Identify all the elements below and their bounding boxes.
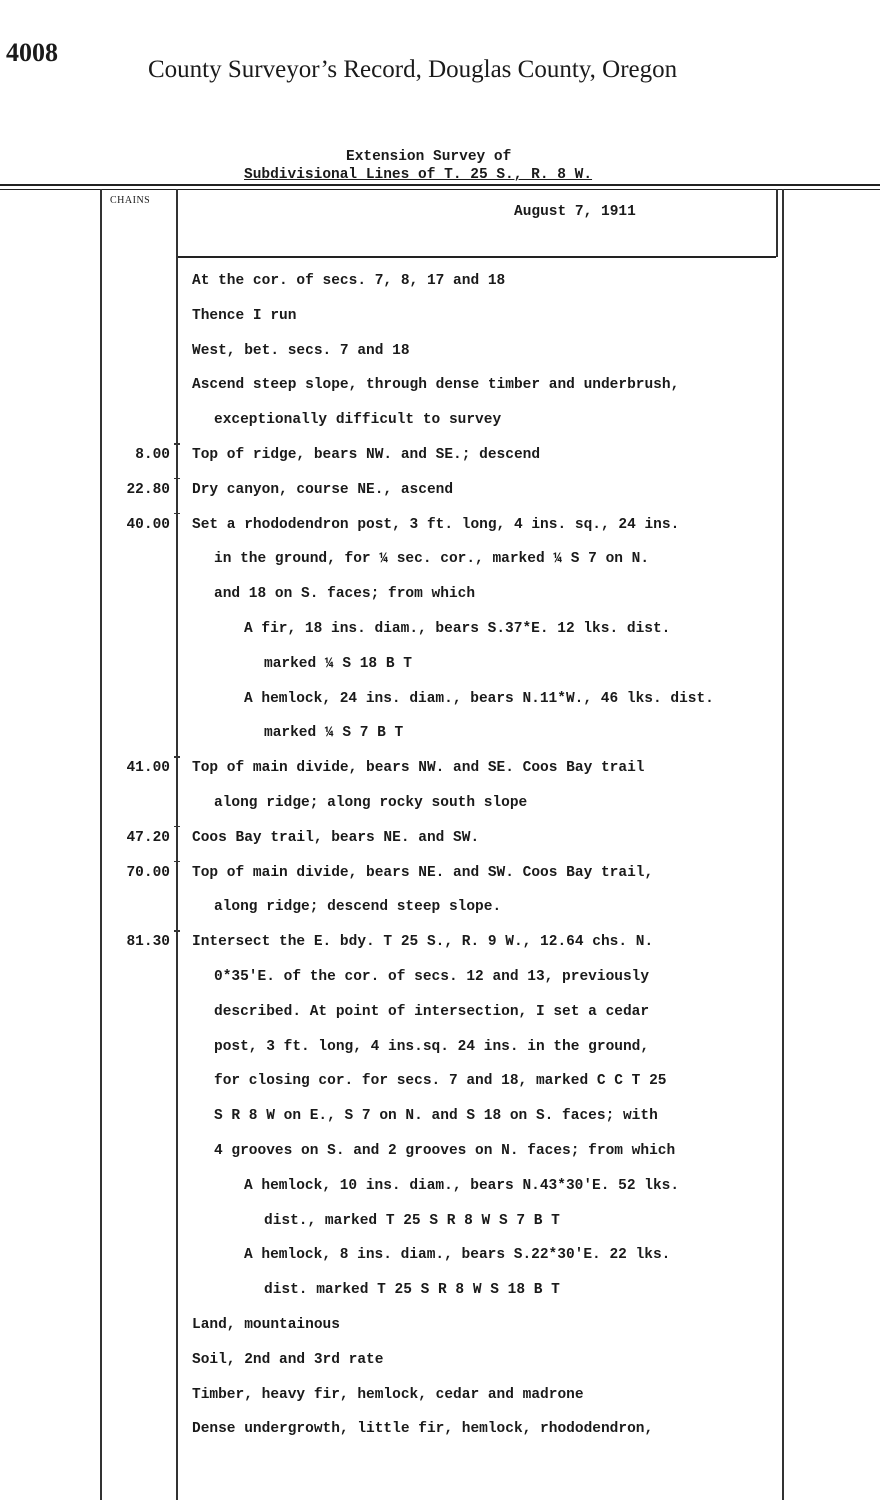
- entry-text: Intersect the E. bdy. T 25 S., R. 9 W., 12.64 chs. N.: [192, 934, 654, 951]
- chain-value: 47.20: [126, 829, 170, 846]
- right-border: [782, 189, 784, 1500]
- top-rule: [0, 184, 880, 186]
- chains-column-divider: [176, 189, 178, 1500]
- chain-value: 40.00: [126, 516, 170, 533]
- survey-title: Extension Survey of: [346, 149, 512, 165]
- entry-text: exceptionally difficult to survey: [214, 412, 502, 429]
- entry-text: Dense undergrowth, little fir, hemlock, rhododendron,: [192, 1421, 654, 1438]
- left-border: [100, 189, 102, 1500]
- entry-text: Soil, 2nd and 3rd rate: [192, 1351, 384, 1368]
- chain-value: 8.00: [135, 447, 170, 463]
- page-number: 4008: [6, 38, 58, 67]
- entry-text: Thence I run: [192, 307, 297, 324]
- entry-text: At the cor. of secs. 7, 8, 17 and 18: [192, 273, 506, 289]
- entry-text: Ascend steep slope, through dense timber and underbrush,: [192, 377, 680, 394]
- entry-text: described. At point of intersection, I set a cedar: [214, 1003, 650, 1020]
- chain-value: 22.80: [126, 481, 170, 498]
- entry-text: along ridge; descend steep slope.: [214, 899, 502, 916]
- row-tick: [174, 861, 180, 863]
- entry-text: Top of main divide, bears NW. and SE. Coos Bay trail: [192, 760, 645, 777]
- entry-text: and 18 on S. faces; from which: [214, 586, 476, 603]
- entry-text: Top of main divide, bears NE. and SW. Coos Bay trail,: [192, 864, 654, 881]
- entry-text: A hemlock, 24 ins. diam., bears N.11*W., 46 lks. dist.: [244, 690, 714, 707]
- entry-text: 0*35'E. of the cor. of secs. 12 and 13, previously: [214, 969, 650, 985]
- row-tick: [174, 930, 180, 932]
- entry-text: West, bet. secs. 7 and 18: [192, 342, 410, 359]
- row-tick: [174, 443, 180, 445]
- row-tick: [174, 826, 180, 828]
- entry-text: marked ¼ S 18 B T: [264, 655, 412, 672]
- entry-text: dist. marked T 25 S R 8 W S 18 B T: [264, 1282, 560, 1299]
- top-rule-thin: [0, 189, 880, 190]
- date-rule: [178, 256, 776, 258]
- entry-date: August 7, 1911: [514, 204, 636, 220]
- entry-text: S R 8 W on E., S 7 on N. and S 18 on S. faces; with: [214, 1108, 658, 1125]
- entry-text: Top of ridge, bears NW. and SE.; descend: [192, 447, 541, 463]
- entry-text: Dry canyon, course NE., ascend: [192, 481, 454, 498]
- entry-text: marked ¼ S 7 B T: [264, 725, 404, 742]
- row-tick: [174, 756, 180, 758]
- right-border-upper: [776, 189, 778, 257]
- entry-text: along ridge; along rocky south slope: [214, 795, 528, 811]
- entry-text: Coos Bay trail, bears NE. and SW.: [192, 829, 480, 846]
- entry-text: for closing cor. for secs. 7 and 18, marked C C T 25: [214, 1073, 667, 1090]
- row-tick: [174, 513, 180, 515]
- entry-text: 4 grooves on S. and 2 grooves on N. faces; from which: [214, 1143, 676, 1159]
- chains-column-header: CHAINS: [110, 195, 151, 206]
- entry-text: in the ground, for ¼ sec. cor., marked ¼ S 7 on N.: [214, 551, 650, 568]
- entry-text: dist., marked T 25 S R 8 W S 7 B T: [264, 1212, 560, 1229]
- entry-text: Timber, heavy fir, hemlock, cedar and madrone: [192, 1386, 584, 1403]
- row-tick: [174, 478, 180, 480]
- chain-value: 70.00: [126, 864, 170, 881]
- entry-text: Set a rhododendron post, 3 ft. long, 4 ins. sq., 24 ins.: [192, 516, 680, 533]
- survey-subtitle: Subdivisional Lines of T. 25 S., R. 8 W.: [244, 167, 593, 183]
- entry-text: A hemlock, 8 ins. diam., bears S.22*30'E. 22 lks.: [244, 1247, 671, 1264]
- entry-text: A hemlock, 10 ins. diam., bears N.43*30'E. 52 lks.: [244, 1177, 680, 1194]
- chain-value: 41.00: [126, 760, 170, 777]
- chain-value: 81.30: [126, 934, 170, 951]
- entry-text: post, 3 ft. long, 4 ins.sq. 24 ins. in the ground,: [214, 1038, 650, 1055]
- entry-text: Land, mountainous: [192, 1317, 340, 1333]
- page-title: County Surveyor’s Record, Douglas County, Oregon: [148, 56, 678, 83]
- entry-text: A fir, 18 ins. diam., bears S.37*E. 12 lks. dist.: [244, 621, 671, 637]
